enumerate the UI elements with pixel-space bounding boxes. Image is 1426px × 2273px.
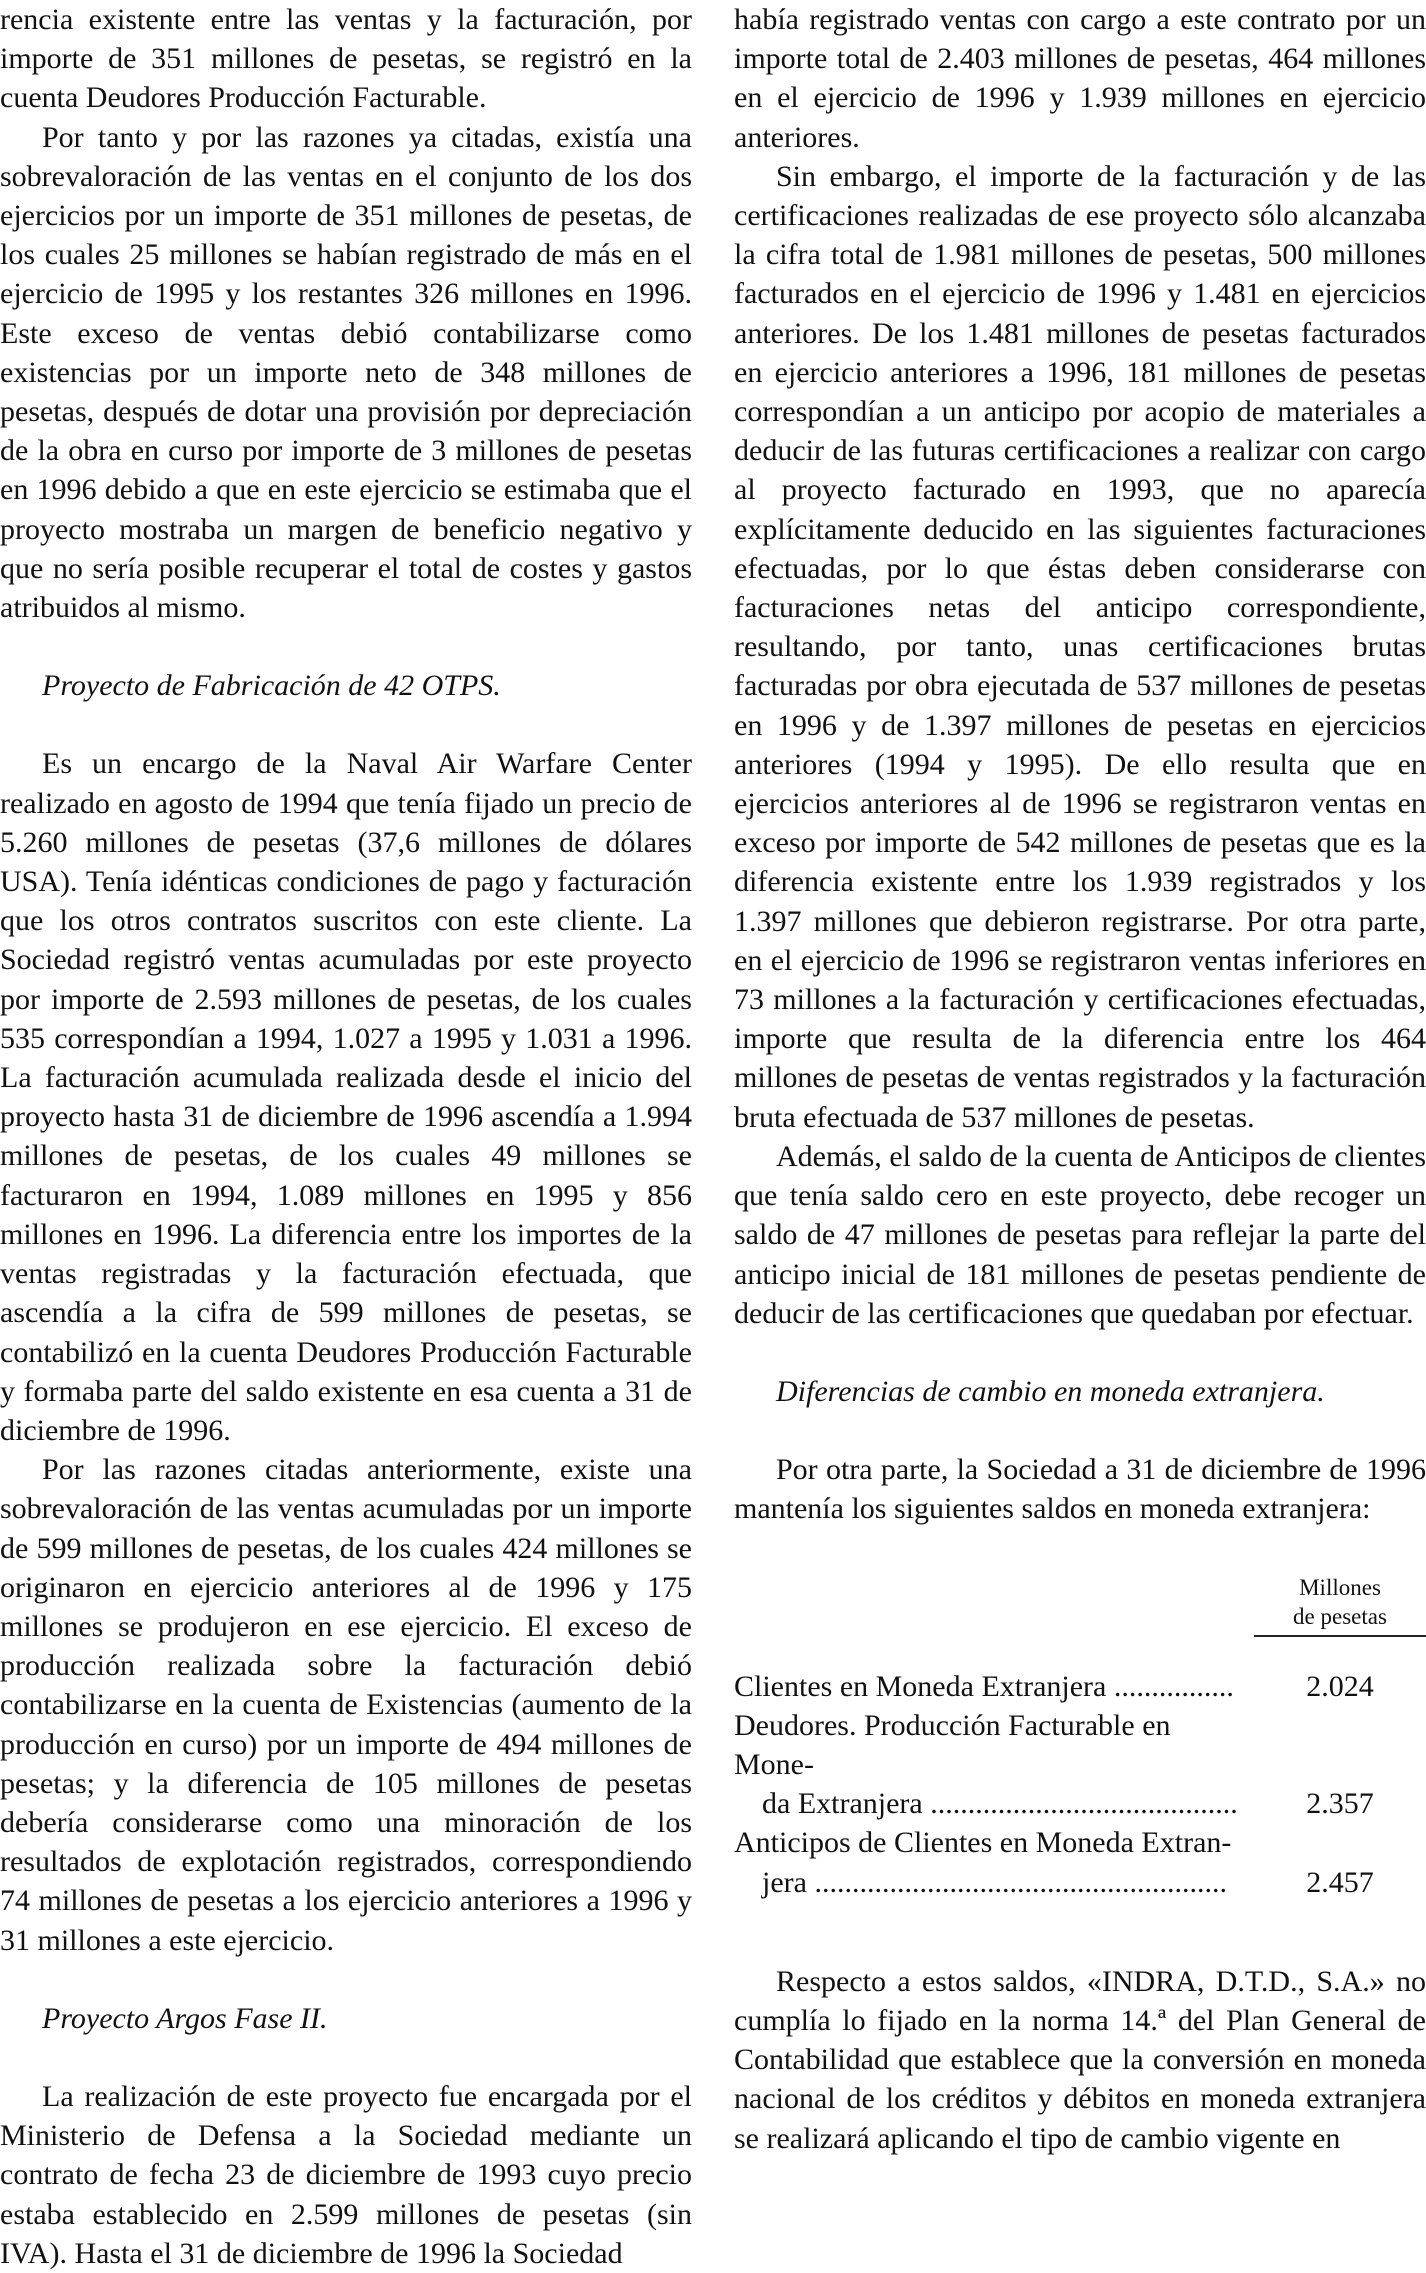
table-row-value: 2.024	[1306, 1669, 1374, 1703]
paragraph-argos-facturacion: Sin embargo, el importe de la facturación y de las certificaciones realizadas de ese proyecto sólo alcanzaba la cifra total de 1.981 millones de pesetas, 500 millones facturados en el ejercicio de 1996 y 1.481 en ejercicios anteriores. De los 1.481 millones de pesetas facturados en ejercicio anteriores a 1996, 181 millones de pesetas correspondían a un anticipo por acopio de materiales a deducir de las futuras certificaciones a realizar con cargo al proyecto facturado en 1993, que no aparecía explícitamente deducido en las siguientes facturaciones efectuadas, por lo que éstas deben considerarse con facturaciones netas del anticipo correspondiente, resultando, por tanto, unas certificaciones brutas facturadas por obra ejecutada de 537 millones de pesetas en 1996 y de 1.397 millones de pesetas en ejercicios anteriores (1994 y 1995). De ello resulta que en ejercicios anteriores al de 1996 se registraron ventas en exceso por importe de 542 millones de pesetas que es la diferencia existente entre los 1.939 registrados y los 1.397 millones que debieron registrarse. Por otra parte, en el ejercicio de 1996 se registraron ventas inferiores en 73 millones a la facturación y certificaciones efectuadas, importe que resulta de la diferencia entre los 464 millones de pesetas de ventas registrados y la facturación bruta efectuada de 537 millones de pesetas.	[734, 159, 1426, 1134]
paragraph-argos-description: La realización de este proyecto fue encargada por el Ministerio de Defensa a la Sociedad mediante un contrato de fecha 23 de diciembre de 1993 cuyo precio estaba establecido en 2.599 millones de pesetas (sin IVA). Hasta el 31 de diciembre de 1996 la Sociedad	[0, 2079, 692, 2270]
paragraph-saldos-intro: Por otra parte, la Sociedad a 31 de diciembre de 1996 mantenía los siguientes saldos en moneda extranjera:	[734, 1453, 1426, 1526]
table-row	[734, 1667, 1426, 1706]
balance-table	[734, 1573, 1426, 1902]
paragraph-sobrevaloracion: Por tanto y por las razones ya citadas, existía una sobrevaloración de las ventas en el conjunto de los dos ejercicios por un importe de 351 millones de pesetas, de los cuales 25 millones se habían registrado de más en el ejercicio de 1995 y los restantes 326 millones en 1996. Este exceso de ventas debió contabilizarse como existencias por un importe neto de 348 millones de pesetas, después de dotar una provisión por depreciación de la obra en curso por importe de 3 millones de pesetas en 1996 debido a que en este ejercicio se estimaba que el proyecto mostraba un margen de beneficio negativo y que no sería posible recuperar el total de costes y gastos atribuidos al mismo.	[0, 120, 692, 625]
paragraph-otps-sobrevaloracion: Por las razones citadas anteriormente, existe una sobrevaloración de las ventas acumuladas por un importe de 599 millones de pesetas, de los cuales 424 millones se originaron en ejercicio anteriores al de 1996 y 175 millones se produjeron en ese ejercicio. El exceso de producción realizada sobre la facturación debió contabilizarse en la cuenta de Existencias (aumento de la producción en curso) por un importe de 494 millones de pesetas; y la diferencia de 105 millones de pesetas debería considerarse como una minoración de los resultados de explotación registrados, correspondiendo 74 millones de pesetas a los ejercicio anteriores a 1996 y 31 millones a este ejercicio.	[0, 1453, 692, 1957]
paragraph-continuation: rencia existente entre las ventas y la facturación, por importe de 351 millones de pesetas, se registró en la cuenta Deudores Producción Facturable.	[0, 3, 692, 115]
right-column	[734, 0, 1426, 2158]
paragraph-otps-description: Es un encargo de la Naval Air Warfare Center realizado en agosto de 1994 que tenía fijado un precio de 5.260 millones de pesetas (37,6 millones de dólares USA). Tenía idénticas condiciones de pago y facturación que los otros contratos suscritos con este cliente. La Sociedad registró ventas acumuladas por este proyecto por importe de 2.593 millones de pesetas, de los cuales 535 correspondían a 1994, 1.027 a 1995 y 1.031 a 1996. La facturación acumulada realizada desde el inicio del proyecto hasta 31 de diciembre de 1996 ascendía a 1.994 millones de pesetas, de los cuales 49 millones se facturaron en 1994, 1.089 millones en 1995 y 856 millones en 1996. La diferencia entre los importes de la ventas registradas y la facturación efectuada, que ascendía a la cifra de 599 millones de pesetas, se contabilizó en la cuenta Deudores Producción Facturable y formaba parte del saldo existente en esa cuenta a 31 de diciembre de 1996.	[0, 747, 692, 1447]
table-row-label: Clientes en Moneda Extranjera ................	[734, 1669, 1234, 1703]
section-heading-argos: Proyecto Argos Fase II.	[42, 2001, 328, 2035]
table-row-value: 2.457	[1306, 1865, 1374, 1899]
table-row-label: Anticipos de Clientes en Moneda Extran- jera .......................................................	[734, 1826, 1232, 1899]
table-header-line2: de pesetas	[1293, 1603, 1387, 1629]
table-row-label: Deudores. Producción Facturable en Mone- da Extranjera .........................................	[734, 1708, 1238, 1821]
section-heading-cambio: Diferencias de cambio en moneda extranjera.	[776, 1374, 1325, 1408]
table-header-line1: Millones	[1299, 1574, 1381, 1600]
paragraph-norma-14: Respecto a estos saldos, «INDRA, D.T.D., S.A.» no cumplía lo fijado en la norma 14.ª del Plan General de Contabilidad que establece que la conversión en moneda nacional de los créditos y débitos en moneda extranjera se realizará aplicando el tipo de cambio vigente en	[734, 1964, 1426, 2155]
table-header	[1254, 1573, 1426, 1637]
table-row	[734, 1823, 1426, 1901]
table-row	[734, 1706, 1426, 1824]
table-row-value: 2.357	[1306, 1787, 1374, 1821]
paragraph-argos-continuation: había registrado ventas con cargo a este contrato por un importe total de 2.403 millones de pesetas, 464 millones en el ejercicio de 1996 y 1.939 millones en ejercicio anteriores.	[734, 3, 1426, 154]
paragraph-anticipos: Además, el saldo de la cuenta de Anticipos de clientes que tenía saldo cero en este proyecto, debe recoger un saldo de 47 millones de pesetas para reflejar la parte del anticipo inicial de 181 millones de pesetas pendiente de deducir de las certificaciones que quedaban por efectuar.	[734, 1139, 1426, 1330]
left-column	[0, 0, 692, 2273]
section-heading-otps: Proyecto de Fabricación de 42 OTPS.	[42, 669, 501, 703]
